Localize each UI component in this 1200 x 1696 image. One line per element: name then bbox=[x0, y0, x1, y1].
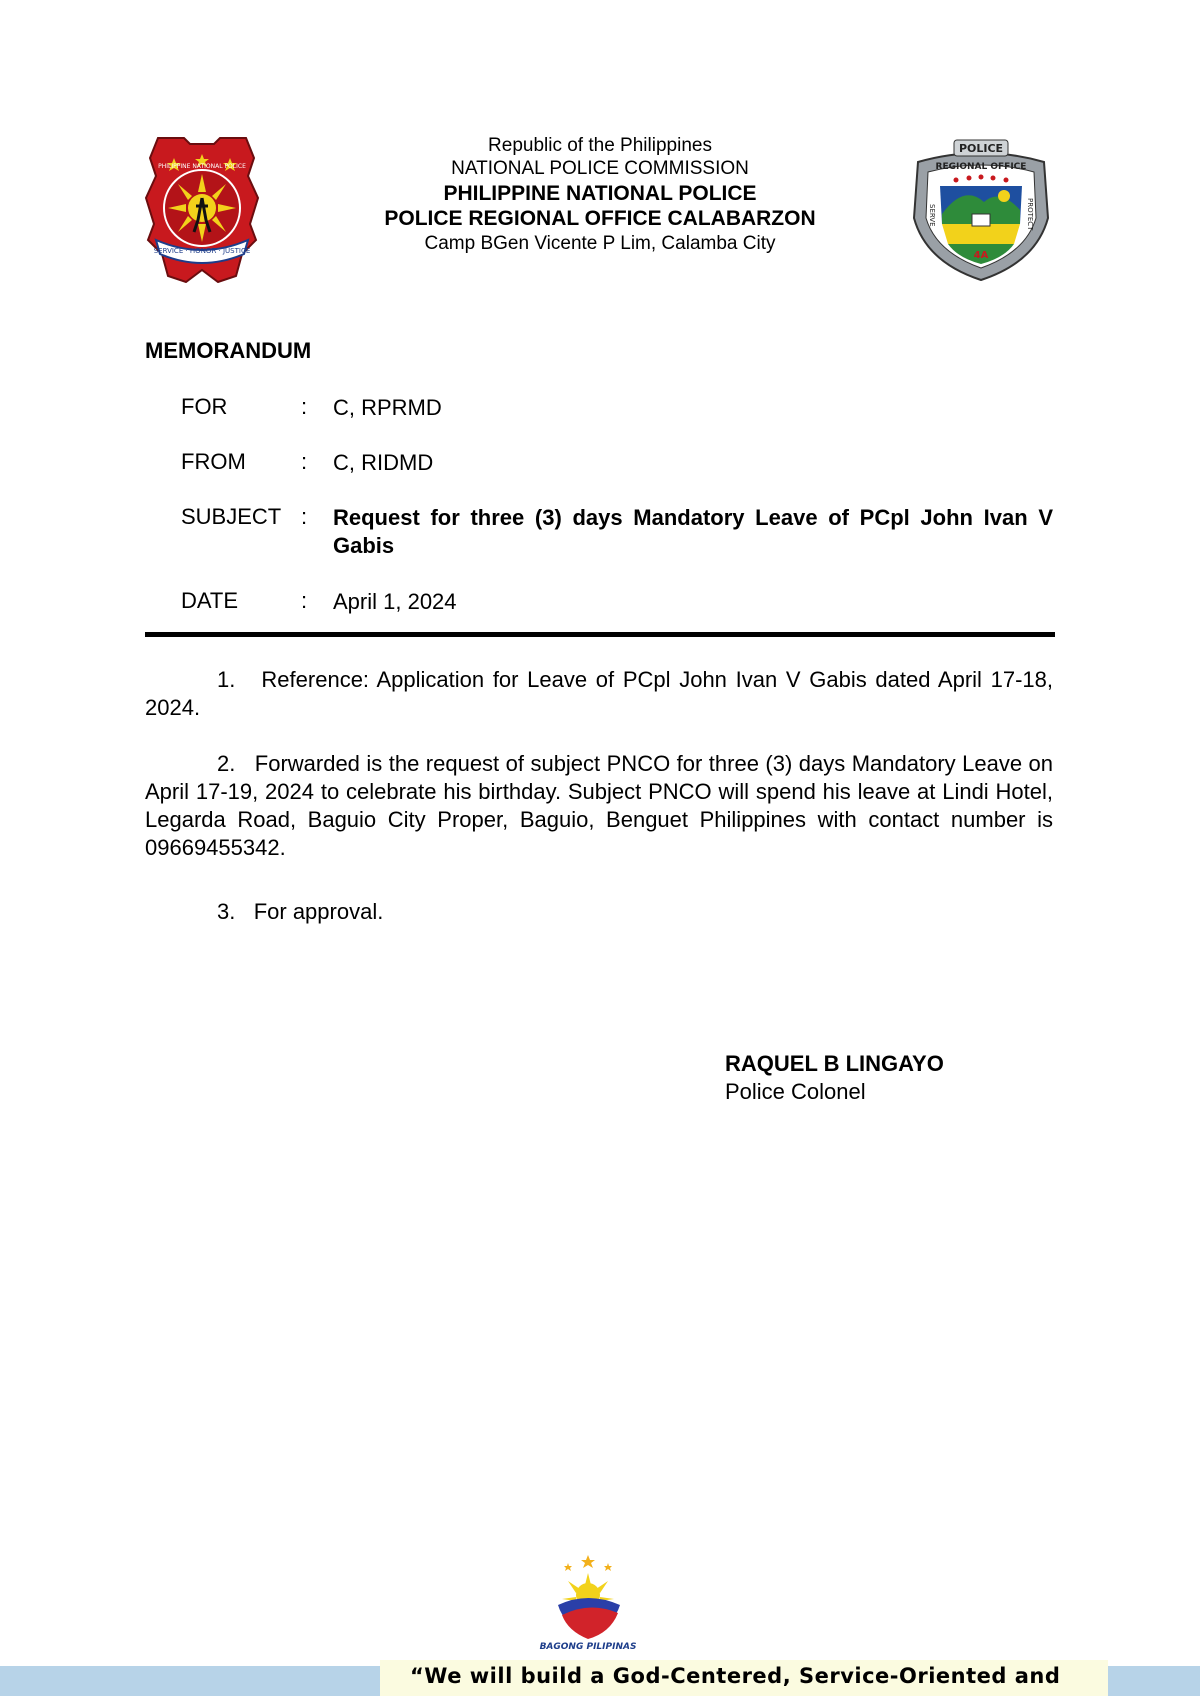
from-label: FROM bbox=[181, 449, 246, 474]
for-label: FOR bbox=[181, 394, 228, 419]
paragraph-3 bbox=[145, 898, 1053, 926]
for-colon: : bbox=[301, 394, 308, 419]
paragraph-1-number: 1. bbox=[217, 667, 236, 692]
paragraph-2-number: 2. bbox=[217, 751, 236, 776]
pnp-logo-text: PHILIPPINE NATIONAL POLICE bbox=[158, 163, 246, 170]
badge-region-text: 4A bbox=[973, 250, 989, 261]
signatory-rank: Police Colonel bbox=[725, 1079, 866, 1104]
paragraph-1 bbox=[145, 666, 1053, 722]
regional-office-line: POLICE REGIONAL OFFICE CALABARZON bbox=[384, 207, 816, 230]
paragraph-3-text: For approval. bbox=[253, 899, 384, 924]
date-value: April 1, 2024 bbox=[333, 589, 457, 614]
header-divider bbox=[145, 632, 1055, 637]
commission-line: NATIONAL POLICE COMMISSION bbox=[451, 158, 749, 179]
paragraph-2 bbox=[145, 750, 1053, 862]
bagong-pilipinas-logo bbox=[528, 1555, 648, 1651]
pnp-logo bbox=[144, 136, 260, 283]
pnp-line: PHILIPPINE NATIONAL POLICE bbox=[443, 182, 757, 205]
republic-line: Republic of the Philippines bbox=[488, 135, 712, 156]
bagong-pilipinas-text: BAGONG PILIPINAS bbox=[539, 1642, 637, 1651]
paragraph-2-text: Forwarded is the request of subject PNCO for three (3) days Mandatory Leave on April 17-19, 2024 to celebrate his birthday. Subject PNCO will spend his leave at Lindi Hotel, Legarda Road, Baguio City Proper, Baguio, Benguet Philippines with contact number is 09669455342. bbox=[145, 751, 1053, 860]
from-value: C, RIDMD bbox=[333, 450, 434, 475]
badge-protect-text: PROTECT bbox=[1026, 198, 1034, 231]
memo-title: MEMORANDUM bbox=[145, 338, 312, 363]
regional-office-badge bbox=[908, 138, 1054, 284]
footer-motto: “We will build a God-Centered, Service-Oriented and bbox=[410, 1664, 1061, 1688]
pnp-logo-banner: SERVICE · HONOR · JUSTICE bbox=[153, 247, 251, 255]
from-colon: : bbox=[301, 449, 308, 474]
paragraph-3-number: 3. bbox=[217, 899, 236, 924]
badge-top-text: POLICE bbox=[958, 142, 1004, 155]
date-label: DATE bbox=[181, 588, 239, 613]
date-colon: : bbox=[301, 588, 308, 613]
address-line: Camp BGen Vicente P Lim, Calamba City bbox=[424, 233, 776, 254]
badge-arc-text: REGIONAL OFFICE bbox=[935, 162, 1027, 172]
subject-value: Request for three (3) days Mandatory Leave of PCpl John Ivan V Gabis bbox=[333, 505, 1053, 558]
badge-serve-text: SERVE bbox=[928, 204, 936, 227]
subject-label: SUBJECT bbox=[181, 504, 282, 529]
for-value: C, RPRMD bbox=[333, 395, 442, 420]
signatory-name: RAQUEL B LINGAYO bbox=[725, 1051, 944, 1076]
paragraph-1-text: Reference: Application for Leave of PCpl John Ivan V Gabis dated April 17-18, 2024. bbox=[145, 667, 1053, 720]
subject-colon: : bbox=[301, 504, 308, 529]
